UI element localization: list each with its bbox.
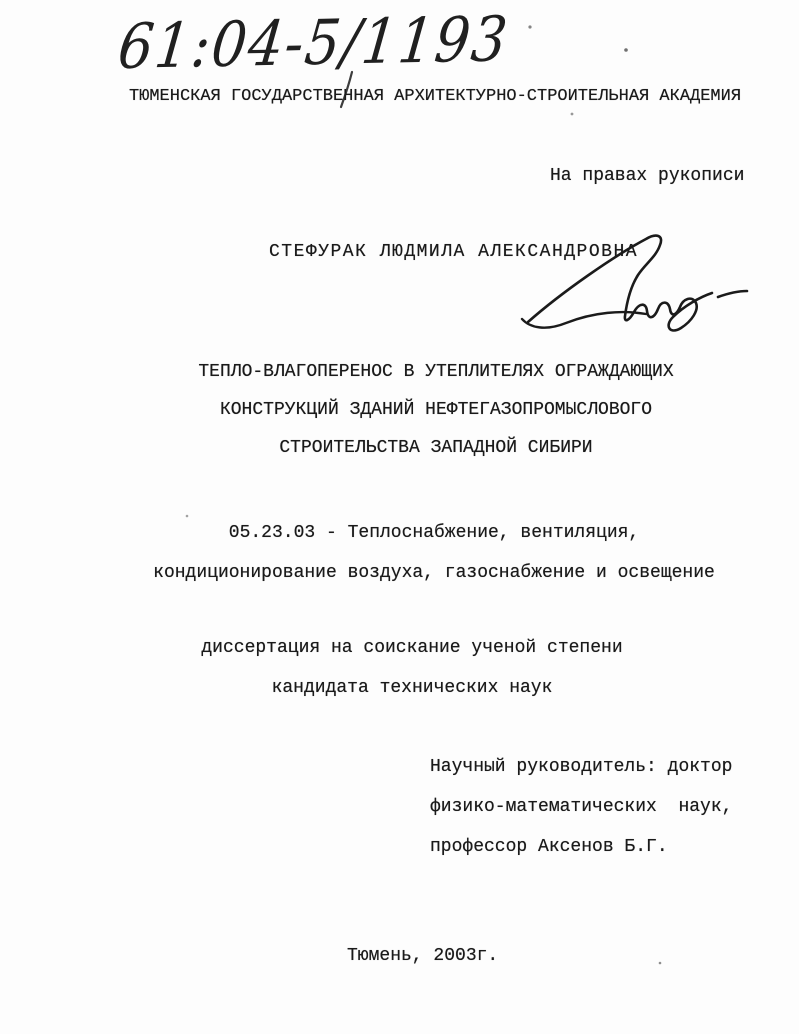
handwritten-catalog-number: 61:04-5/1193: [114, 2, 513, 83]
specialty-line-2: кондиционирование воздуха, газоснабжение и освещение: [153, 563, 715, 583]
author-name: СТЕФУРАК ЛЮДМИЛА АЛЕКСАНДРОВНА: [269, 242, 639, 262]
supervisor-line-3: профессор Аксенов Б.Г.: [430, 837, 668, 857]
supervisor-info: [430, 747, 732, 867]
author-signature-icon: [518, 230, 750, 338]
institution-name: ТЮМЕНСКАЯ ГОСУДАРСТВЕННАЯ АРХИТЕКТУРНО-СТРОИТЕЛЬНАЯ АКАДЕМИЯ: [128, 87, 742, 106]
degree-line-1: диссертация на соискание ученой степени: [201, 638, 623, 658]
title-line-3: СТРОИТЕЛЬСТВА ЗАПАДНОЙ СИБИРИ: [279, 438, 593, 458]
degree-statement: [42, 628, 782, 708]
degree-line-2: кандидата технических наук: [271, 678, 553, 698]
manuscript-rights-note: На правах рукописи: [550, 166, 745, 186]
specialty-line-1: 05.23.03 - Теплоснабжение, вентиляция,: [228, 523, 640, 543]
specialty-code: [64, 513, 799, 593]
dissertation-title: [66, 353, 799, 467]
title-line-1: ТЕПЛО-ВЛАГОПЕРЕНОС В УТЕПЛИТЕЛЯХ ОГРАЖДАЮЩИХ: [198, 362, 674, 382]
supervisor-line-2: физико-математических наук,: [430, 797, 733, 817]
title-line-2: КОНСТРУКЦИЙ ЗДАНИЙ НЕФТЕГАЗОПРОМЫСЛОВОГО: [219, 400, 653, 420]
city-year: Тюмень, 2003г.: [347, 946, 499, 966]
supervisor-line-1: Научный руководитель: доктор: [430, 757, 733, 777]
